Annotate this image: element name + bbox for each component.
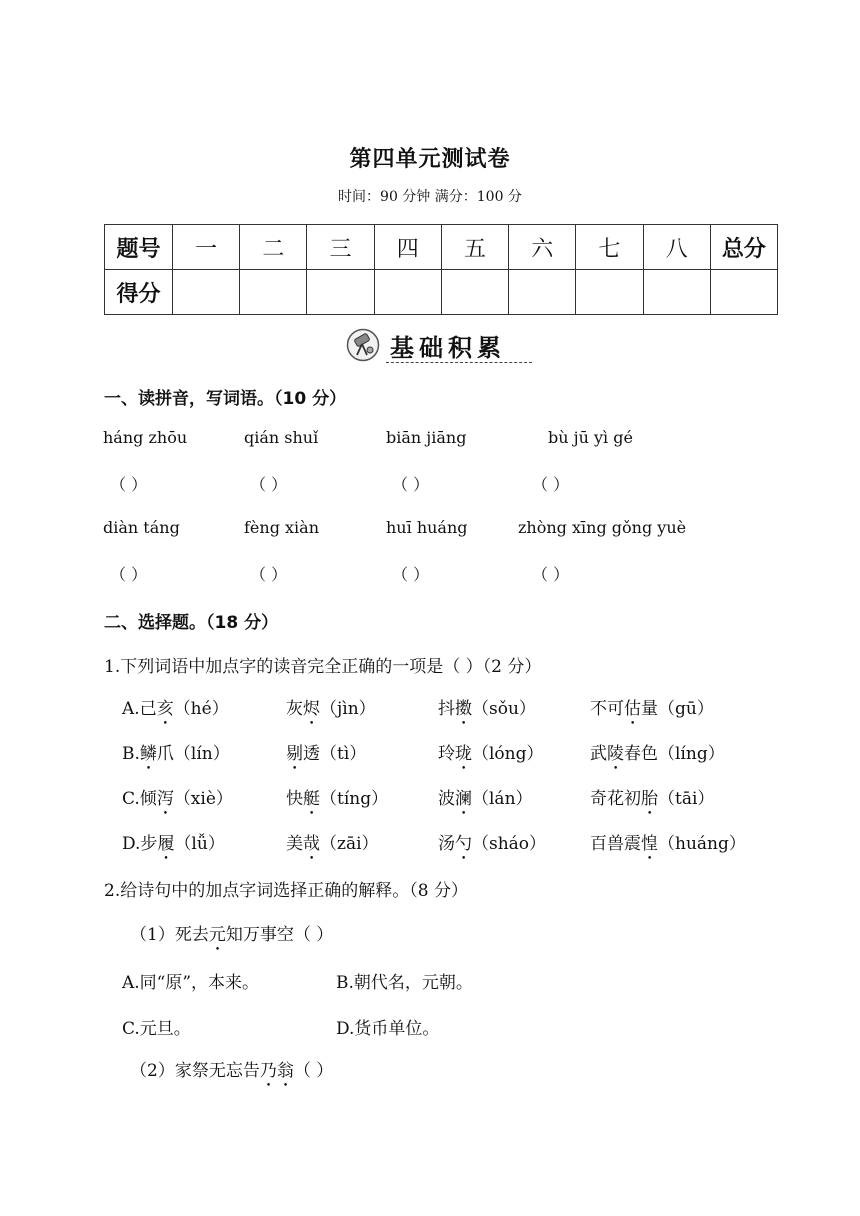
question-stem: 1.下列词语中加点字的读音完全正确的一项是（ ）（2 分）	[104, 657, 542, 677]
score-col: 一	[173, 225, 240, 270]
option-item: D.步履（lǚ）	[122, 834, 225, 854]
page-title: 第四单元测试卷	[349, 147, 511, 172]
score-table-header-row	[105, 225, 778, 270]
banner-underline	[386, 362, 532, 363]
sub-question: （1）死去元知万事空（ ）	[130, 925, 334, 945]
option-item: A.己亥（hé）	[122, 699, 229, 719]
score-cell[interactable]	[441, 270, 508, 315]
option-item: 玲珑（lóng）	[438, 744, 544, 764]
answer-blank[interactable]: （ ）	[110, 475, 148, 494]
option-item: 剔透（tì）	[286, 744, 367, 764]
pinyin: biān jiāng	[386, 428, 467, 447]
answer-blank[interactable]: （ ）	[532, 565, 570, 584]
pinyin: qián shuǐ	[244, 428, 319, 447]
pinyin: zhòng xīng gǒng yuè	[518, 518, 687, 537]
telescope-icon	[346, 328, 380, 362]
question-number-label: 题号	[105, 225, 173, 270]
section1-heading: 一、读拼音，写词语。（10 分）	[104, 389, 347, 409]
answer-blank[interactable]: （ ）	[110, 565, 148, 584]
option-item: 快艇（tíng）	[286, 789, 389, 809]
score-cell[interactable]	[240, 270, 307, 315]
score-col: 六	[509, 225, 576, 270]
score-label: 得分	[105, 270, 173, 315]
pinyin: huī huáng	[386, 518, 468, 537]
answer-blank[interactable]: （ ）	[250, 565, 288, 584]
section-banner	[346, 326, 536, 366]
option-item: 抖擞（sǒu）	[438, 699, 536, 719]
option-item: 奇花初胎（tāi）	[590, 789, 715, 809]
answer-blank[interactable]: （ ）	[532, 475, 570, 494]
answer-blank[interactable]: （ ）	[392, 475, 430, 494]
option-item: 武陵春色（líng）	[590, 744, 725, 764]
option-item: 灰烬（jìn）	[286, 699, 376, 719]
sub-question: （2）家祭无忘告乃翁（ ）	[130, 1061, 334, 1081]
score-cell[interactable]	[374, 270, 441, 315]
option-item: C.元旦。	[122, 1019, 191, 1039]
question-stem: 2.给诗句中的加点字词选择正确的解释。（8 分）	[104, 881, 468, 901]
score-col: 五	[441, 225, 508, 270]
option-item: 汤勺（sháo）	[438, 834, 547, 854]
score-col: 四	[374, 225, 441, 270]
total-score-col: 总分	[710, 225, 777, 270]
answer-blank[interactable]: （ ）	[392, 565, 430, 584]
option-item: B.朝代名，元朝。	[336, 973, 473, 993]
score-cell[interactable]	[173, 270, 240, 315]
section2-heading: 二、选择题。（18 分）	[104, 613, 279, 633]
score-cell[interactable]	[576, 270, 643, 315]
pinyin: bù jū yì gé	[548, 428, 633, 447]
banner-text: 基础积累	[390, 334, 506, 362]
score-table	[104, 224, 778, 315]
score-col: 八	[643, 225, 710, 270]
pinyin: diàn táng	[103, 518, 180, 537]
option-item: 波澜（lán）	[438, 789, 533, 809]
score-table-score-row	[105, 270, 778, 315]
pinyin: fèng xiàn	[244, 518, 320, 537]
option-item: 美哉（zāi）	[286, 834, 379, 854]
option-item: D.货币单位。	[336, 1019, 440, 1039]
option-item: B.鳞爪（lín）	[122, 744, 230, 764]
score-col: 七	[576, 225, 643, 270]
option-item: 百兽震惶（huáng）	[590, 834, 746, 854]
pinyin: háng zhōu	[103, 428, 188, 447]
option-item: 不可估量（gū）	[590, 699, 714, 719]
option-item: C.倾泻（xiè）	[122, 789, 233, 809]
score-cell[interactable]	[643, 270, 710, 315]
score-col: 二	[240, 225, 307, 270]
answer-blank[interactable]: （ ）	[250, 475, 288, 494]
score-cell[interactable]	[710, 270, 777, 315]
score-cell[interactable]	[307, 270, 374, 315]
exam-info: 时间：90 分钟 满分：100 分	[338, 189, 522, 205]
score-col: 三	[307, 225, 374, 270]
score-cell[interactable]	[509, 270, 576, 315]
option-item: A.同“原”，本来。	[122, 973, 260, 993]
